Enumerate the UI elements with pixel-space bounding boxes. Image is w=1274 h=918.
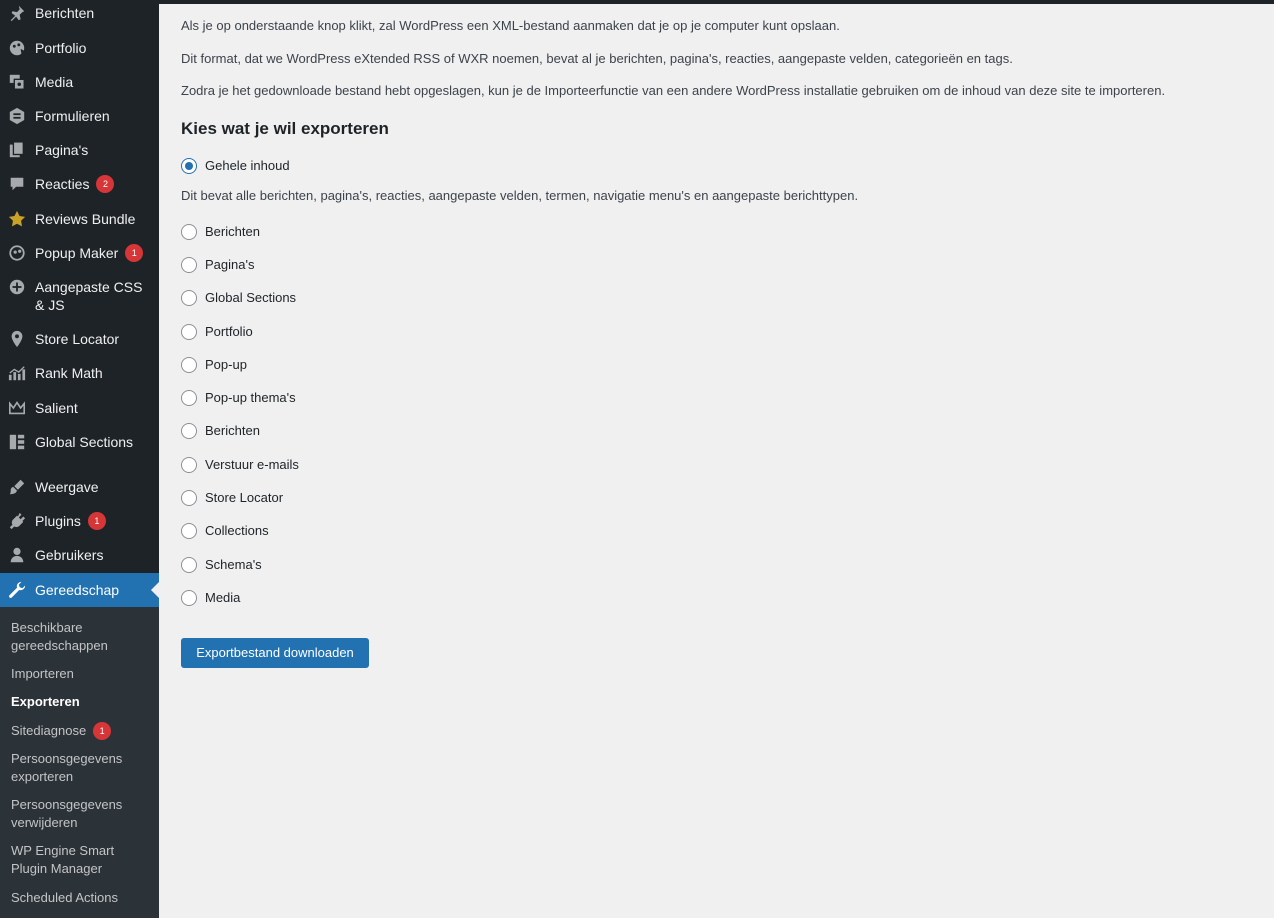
radio-button[interactable] — [181, 158, 197, 174]
pages-icon — [8, 141, 26, 159]
media-icon — [8, 73, 26, 91]
radio-button[interactable] — [181, 457, 197, 473]
plugins-update-badge: 1 — [88, 512, 106, 530]
sidebar-item-plugins[interactable] — [0, 512, 159, 530]
radio-button[interactable] — [181, 324, 197, 340]
sidebar-item-label: Gereedschap — [35, 582, 120, 598]
chart-icon — [8, 364, 26, 382]
option-label: Collections — [205, 523, 269, 538]
option-label: Pop-up thema's — [205, 390, 296, 405]
site-health-badge: 1 — [93, 722, 111, 740]
radio-button[interactable] — [181, 390, 197, 406]
sidebar-item-salient[interactable] — [0, 399, 159, 417]
submenu-item-scheduled-actions[interactable]: Scheduled Actions — [11, 890, 118, 905]
option-label: Gehele inhoud — [205, 158, 290, 173]
submenu-item-wp-engine-smart-plugin-manager[interactable]: WP Engine Smart Plugin Manager — [11, 843, 115, 876]
grid-icon — [8, 433, 26, 451]
sidebar-item-label: Rank Math — [35, 365, 103, 381]
sidebar-item-gebruikers[interactable] — [0, 546, 159, 564]
option-label: Global Sections — [205, 290, 297, 305]
sidebar-item-gereedschap[interactable] — [0, 573, 159, 607]
intro-paragraph: Zodra je het gedownloade bestand hebt opgeslagen, kun je de Importeerfunctie van een andere WordPress installatie gebruiken om de inhoud van deze site te importeren. — [181, 83, 1166, 98]
sidebar-item-label: Popup Maker — [35, 245, 119, 261]
radio-button[interactable] — [181, 224, 197, 240]
popup-icon — [8, 244, 26, 262]
sidebar-item-popup-maker[interactable] — [0, 244, 159, 262]
popup-count-badge: 1 — [125, 244, 143, 262]
plug-icon — [8, 512, 26, 530]
sidebar-item-label: Weergave — [35, 479, 99, 495]
crown-icon — [8, 399, 26, 417]
section-heading: Kies wat je wil exporteren — [181, 119, 389, 138]
comment-icon — [8, 175, 26, 193]
sidebar-item-weergave[interactable] — [0, 478, 159, 496]
admin-sidebar — [0, 0, 159, 918]
user-icon — [8, 546, 26, 564]
intro-paragraph: Als je op onderstaande knop klikt, zal WordPress een XML-bestand aanmaken dat je op je computer kunt opslaan. — [181, 18, 840, 33]
pin-icon — [8, 4, 26, 22]
option-label: Pagina's — [205, 257, 255, 272]
download-export-button[interactable]: Exportbestand downloaden — [181, 638, 369, 668]
sidebar-item-paginas[interactable] — [0, 141, 159, 159]
sidebar-item-label: Plugins — [35, 513, 81, 529]
forms-icon — [8, 107, 26, 125]
sidebar-item-label: Reviews Bundle — [35, 211, 136, 227]
wrench-icon — [8, 581, 26, 599]
sidebar-item-reacties[interactable] — [0, 175, 159, 193]
option-label: Portfolio — [205, 324, 253, 339]
sidebar-item-label: Portfolio — [35, 40, 87, 56]
plus-circle-icon — [8, 278, 26, 296]
comments-count-badge: 2 — [96, 175, 114, 193]
sidebar-item-aangepaste-css-js[interactable] — [0, 278, 159, 314]
sidebar-item-formulieren[interactable] — [0, 107, 159, 125]
admin-bar — [0, 0, 1274, 4]
brush-icon — [8, 478, 26, 496]
submenu-item-exporteren[interactable]: Exporteren — [11, 694, 80, 709]
sidebar-item-label: Media — [35, 74, 74, 90]
radio-button[interactable] — [181, 357, 197, 373]
option-label: Media — [205, 590, 241, 605]
sidebar-item-label: Aangepaste CSS & JS — [35, 279, 143, 313]
submenu-item-sitediagnose[interactable] — [11, 722, 151, 740]
sidebar-item-global-sections[interactable] — [0, 433, 159, 451]
sidebar-item-label: Formulieren — [35, 108, 110, 124]
sidebar-item-label: Reacties — [35, 176, 90, 192]
sidebar-item-label: Gebruikers — [35, 547, 104, 563]
radio-button[interactable] — [181, 423, 197, 439]
option-label: Schema's — [205, 557, 262, 572]
all-content-description: Dit bevat alle berichten, pagina's, reacties, aangepaste velden, termen, navigatie menu's en aangepaste berichttypen. — [181, 188, 859, 203]
submenu-item-persoonsgegevens-verwijderen[interactable]: Persoonsgegevens verwijderen — [11, 797, 123, 830]
submenu-item-persoonsgegevens-exporteren[interactable]: Persoonsgegevens exporteren — [11, 751, 123, 784]
intro-paragraph: Dit format, dat we WordPress eXtended RSS of WXR noemen, bevat al je berichten, pagina's, reacties, aangepaste velden, categorieën en tags. — [181, 51, 1013, 66]
radio-button[interactable] — [181, 590, 197, 606]
radio-button[interactable] — [181, 523, 197, 539]
sidebar-item-store-locator[interactable] — [0, 330, 159, 348]
option-label: Store Locator — [205, 490, 284, 505]
sidebar-item-reviews-bundle[interactable] — [0, 210, 159, 228]
submenu-item-beschikbare-gereedschappen[interactable]: Beschikbare gereedschappen — [11, 620, 108, 653]
submenu-item-importeren[interactable]: Importeren — [11, 666, 74, 681]
radio-button[interactable] — [181, 290, 197, 306]
sidebar-item-label: Pagina's — [35, 142, 89, 158]
location-pin-icon — [8, 330, 26, 348]
palette-icon — [8, 39, 26, 57]
sidebar-item-label: Berichten — [35, 5, 95, 21]
sidebar-item-portfolio[interactable] — [0, 39, 159, 57]
sidebar-submenu — [0, 607, 159, 918]
option-label: Berichten — [205, 224, 260, 239]
submenu-item-label: Sitediagnose — [11, 723, 87, 738]
sidebar-item-label: Salient — [35, 400, 78, 416]
radio-button[interactable] — [181, 490, 197, 506]
sidebar-item-rank-math[interactable] — [0, 364, 159, 382]
sidebar-item-label: Global Sections — [35, 434, 134, 450]
radio-button[interactable] — [181, 557, 197, 573]
option-label: Pop-up — [205, 357, 247, 372]
star-icon — [8, 210, 26, 228]
sidebar-item-berichten[interactable] — [0, 4, 159, 22]
option-label: Verstuur e-mails — [205, 457, 299, 472]
sidebar-item-media[interactable] — [0, 73, 159, 91]
sidebar-item-label: Store Locator — [35, 331, 120, 347]
radio-button[interactable] — [181, 257, 197, 273]
option-label: Berichten — [205, 423, 260, 438]
